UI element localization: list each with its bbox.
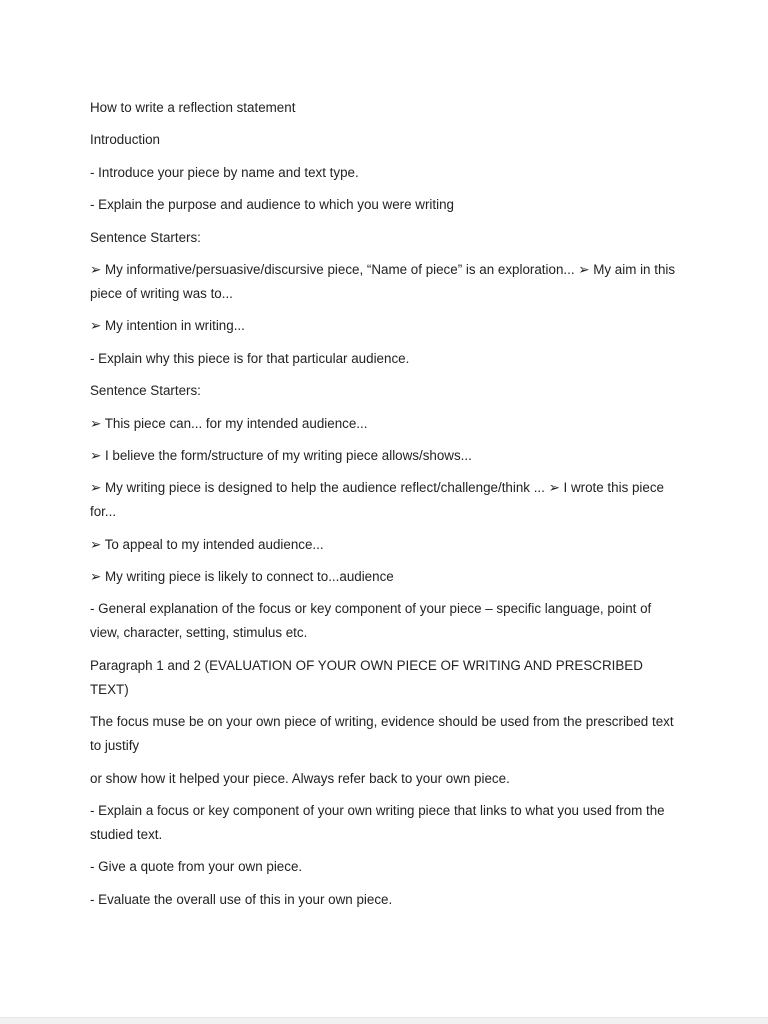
document-title: How to write a reflection statement [90,100,296,115]
sentence-starters-label: Sentence Starters: [90,229,201,245]
body-paragraph: or show how it helped your piece. Always refer back to your own piece. [90,770,510,786]
instruction-line: - Give a quote from your own piece. [90,859,303,875]
body-paragraph: The focus muse be on your own piece of writing, evidence should be used from the prescribed text to justify [90,714,674,754]
instruction-line: - Evaluate the overall use of this in your own piece. [90,891,393,907]
sentence-starter-item: ➢ My informative/persuasive/discursive piece, “Name of piece” is an exploration... ➢ My aim in this piece of writing was to... [90,261,676,301]
instruction-line: - Explain why this piece is for that particular audience. [90,350,410,366]
sentence-starter-item: ➢ This piece can... for my intended audience... [90,415,368,431]
sentence-starter-item: ➢ To appeal to my intended audience... [90,536,324,552]
sentence-starters-label: Sentence Starters: [90,383,201,399]
instruction-line: - General explanation of the focus or key component of your piece – specific language, point of view, character, setting, stimulus etc. [90,601,652,641]
section-heading-introduction: Introduction [90,132,160,148]
page-bottom-edge [0,1017,768,1024]
sentence-starter-item: ➢ My writing piece is likely to connect to...audience [90,569,394,585]
instruction-line: - Explain the purpose and audience to which you were writing [90,197,454,213]
instruction-line: - Introduce your piece by name and text type. [90,164,359,180]
sentence-starter-item: ➢ I believe the form/structure of my writing piece allows/shows... [90,447,472,463]
sentence-starter-item: ➢ My intention in writing... [90,318,245,334]
instruction-line: - Explain a focus or key component of your own writing piece that links to what you used from the studied text. [90,803,665,843]
sentence-starter-item: ➢ My writing piece is designed to help the audience reflect/challenge/think ... ➢ I wrote this piece for... [90,480,664,520]
document-body [90,96,682,920]
section-heading-paragraph-1-2: Paragraph 1 and 2 (EVALUATION OF YOUR OWN PIECE OF WRITING AND PRESCRIBED TEXT) [90,657,643,697]
